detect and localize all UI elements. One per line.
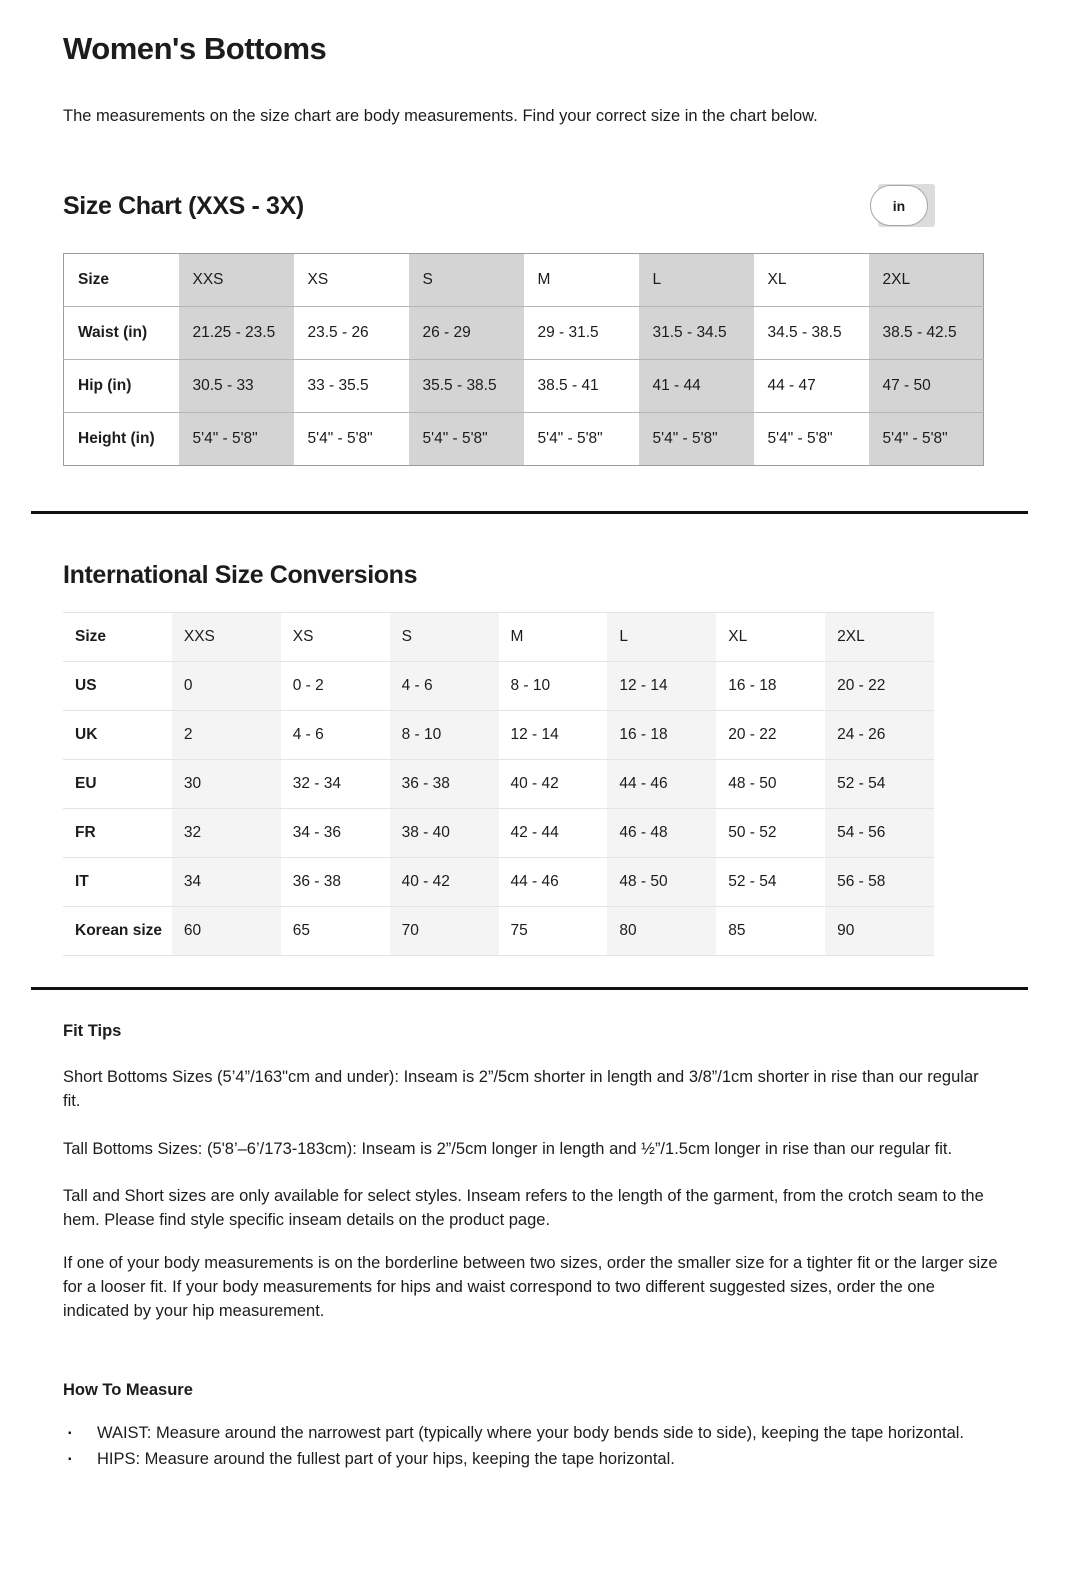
table-row <box>63 858 934 907</box>
table-row <box>63 809 934 858</box>
column-header: XL <box>716 613 825 662</box>
size-cell: 26 - 29 <box>409 307 524 360</box>
section-divider <box>31 987 1028 990</box>
size-cell: 50 - 52 <box>716 809 825 858</box>
table-row <box>63 907 934 956</box>
size-cell: 48 - 50 <box>716 760 825 809</box>
table-row <box>64 413 984 466</box>
size-cell: 54 - 56 <box>825 809 934 858</box>
size-cell: 40 - 42 <box>390 858 499 907</box>
unit-toggle-label: in <box>892 197 906 214</box>
size-cell: 46 - 48 <box>607 809 716 858</box>
size-cell: 80 <box>607 907 716 956</box>
international-size-table <box>63 612 934 956</box>
size-cell: 52 - 54 <box>716 858 825 907</box>
column-header: 2XL <box>869 254 984 307</box>
size-cell: 65 <box>281 907 390 956</box>
fit-tip-availability: Tall and Short sizes are only available for select styles. Inseam refers to the length of the garment, from the crotch seam to the hem. Please find style specific inseam details on the product page. <box>63 1187 984 1229</box>
size-cell: 8 - 10 <box>390 711 499 760</box>
row-label: EU <box>63 760 172 809</box>
fit-tip-borderline: If one of your body measurements is on the borderline between two sizes, order the smaller size for a tighter fit or the larger size for a looser fit. If your body measurements for hips and waist correspond to two different suggested sizes, order the one indicated by your hip measurement. <box>63 1254 998 1320</box>
size-cell: 75 <box>499 907 608 956</box>
column-header: 2XL <box>825 613 934 662</box>
bullet-icon: ▪ <box>68 1454 72 1465</box>
size-cell: 16 - 18 <box>607 711 716 760</box>
list-item <box>63 1447 998 1472</box>
size-cell: 33 - 35.5 <box>294 360 409 413</box>
size-cell: 5'4" - 5'8" <box>294 413 409 466</box>
column-header: M <box>537 271 551 288</box>
size-cell: 36 - 38 <box>281 858 390 907</box>
row-label: Hip (in) <box>64 360 179 413</box>
size-cell: 0 - 2 <box>281 662 390 711</box>
intl-header-row <box>63 613 934 662</box>
column-header: XXS <box>179 254 294 307</box>
row-label: IT <box>63 858 172 907</box>
size-cell: 44 - 47 <box>754 360 869 413</box>
size-cell: 5'4" - 5'8" <box>179 413 294 466</box>
row-label: Korean size <box>63 907 172 956</box>
size-cell: 70 <box>390 907 499 956</box>
list-item <box>63 1421 998 1446</box>
table-row <box>64 360 984 413</box>
column-header: L <box>607 613 716 662</box>
size-cell: 35.5 - 38.5 <box>409 360 524 413</box>
fit-tip-tall: Tall Bottoms Sizes: (5'8’–6’/173-183cm): Inseam is 2”/5cm longer in length and ½”/1.5cm longer in rise than our regular fit. <box>63 1140 953 1158</box>
size-cell: 12 - 14 <box>499 711 608 760</box>
size-cell: 38.5 - 41 <box>524 360 639 413</box>
size-cell: 30 <box>172 760 281 809</box>
size-cell: 85 <box>716 907 825 956</box>
size-cell: 5'4" - 5'8" <box>869 413 984 466</box>
international-heading: International Size Conversions <box>63 561 418 589</box>
bullet-icon: ▪ <box>68 1428 72 1439</box>
column-header: XS <box>307 271 329 288</box>
size-cell: 5'4" - 5'8" <box>409 413 524 466</box>
size-cell: 32 - 34 <box>281 760 390 809</box>
table-row <box>63 711 934 760</box>
size-cell: 2 <box>172 711 281 760</box>
column-header: S <box>390 613 499 662</box>
size-cell: 38 - 40 <box>390 809 499 858</box>
row-label: Waist (in) <box>64 307 179 360</box>
size-cell: 0 <box>172 662 281 711</box>
size-cell: 5'4" - 5'8" <box>754 413 869 466</box>
size-cell: 12 - 14 <box>607 662 716 711</box>
column-header: Size <box>63 613 172 662</box>
size-chart-header-row <box>64 254 984 307</box>
size-cell: 47 - 50 <box>869 360 984 413</box>
column-header: Size <box>78 271 110 288</box>
size-cell: 36 - 38 <box>390 760 499 809</box>
size-cell: 24 - 26 <box>825 711 934 760</box>
section-divider <box>31 511 1028 514</box>
size-cell: 42 - 44 <box>499 809 608 858</box>
page-title: Women's Bottoms <box>63 31 327 66</box>
size-cell: 40 - 42 <box>499 760 608 809</box>
size-cell: 5'4" - 5'8" <box>524 413 639 466</box>
size-cell: 23.5 - 26 <box>294 307 409 360</box>
size-chart-header <box>63 184 935 227</box>
measure-waist-text: WAIST: Measure around the narrowest part (typically where your body bends side to side), keeping the tape horizontal. <box>97 1424 965 1442</box>
size-cell: 31.5 - 34.5 <box>639 307 754 360</box>
size-cell: 60 <box>172 907 281 956</box>
column-header: XL <box>767 271 787 288</box>
size-cell: 44 - 46 <box>499 858 608 907</box>
size-cell: 34 <box>172 858 281 907</box>
size-chart-heading: Size Chart (XXS - 3X) <box>63 191 304 220</box>
measure-hips-text: HIPS: Measure around the fullest part of your hips, keeping the tape horizontal. <box>97 1450 675 1468</box>
size-cell: 4 - 6 <box>281 711 390 760</box>
column-header: L <box>639 254 754 307</box>
size-cell: 16 - 18 <box>716 662 825 711</box>
size-cell: 21.25 - 23.5 <box>179 307 294 360</box>
size-cell: 52 - 54 <box>825 760 934 809</box>
fit-tips-heading: Fit Tips <box>63 1022 122 1040</box>
row-label: UK <box>63 711 172 760</box>
row-label: FR <box>63 809 172 858</box>
how-to-measure-heading: How To Measure <box>63 1381 193 1399</box>
unit-toggle-pill[interactable] <box>870 185 928 226</box>
size-cell: 5'4" - 5'8" <box>639 413 754 466</box>
size-cell: 20 - 22 <box>716 711 825 760</box>
how-to-measure-list <box>63 1421 1017 1472</box>
size-cell: 34 - 36 <box>281 809 390 858</box>
size-cell: 29 - 31.5 <box>524 307 639 360</box>
intro-text: The measurements on the size chart are body measurements. Find your correct size in the chart below. <box>63 107 818 125</box>
column-header: S <box>409 254 524 307</box>
size-cell: 38.5 - 42.5 <box>869 307 984 360</box>
table-row <box>64 307 984 360</box>
size-cell: 48 - 50 <box>607 858 716 907</box>
size-cell: 32 <box>172 809 281 858</box>
size-cell: 56 - 58 <box>825 858 934 907</box>
size-cell: 90 <box>825 907 934 956</box>
size-cell: 20 - 22 <box>825 662 934 711</box>
row-label: Height (in) <box>64 413 179 466</box>
size-cell: 8 - 10 <box>499 662 608 711</box>
size-cell: 4 - 6 <box>390 662 499 711</box>
size-cell: 44 - 46 <box>607 760 716 809</box>
column-header: XXS <box>172 613 281 662</box>
size-cell: 30.5 - 33 <box>179 360 294 413</box>
size-cell: 34.5 - 38.5 <box>754 307 869 360</box>
size-chart-table <box>63 253 984 466</box>
table-row <box>63 662 934 711</box>
row-label: US <box>63 662 172 711</box>
column-header: M <box>499 613 608 662</box>
column-header: XS <box>281 613 390 662</box>
size-cell: 41 - 44 <box>639 360 754 413</box>
unit-toggle[interactable] <box>870 184 935 227</box>
fit-tip-short: Short Bottoms Sizes (5’4”/163"cm and under): Inseam is 2”/5cm shorter in length and 3/8”/1cm shorter in rise than our regular fit. <box>63 1068 979 1110</box>
table-row <box>63 760 934 809</box>
